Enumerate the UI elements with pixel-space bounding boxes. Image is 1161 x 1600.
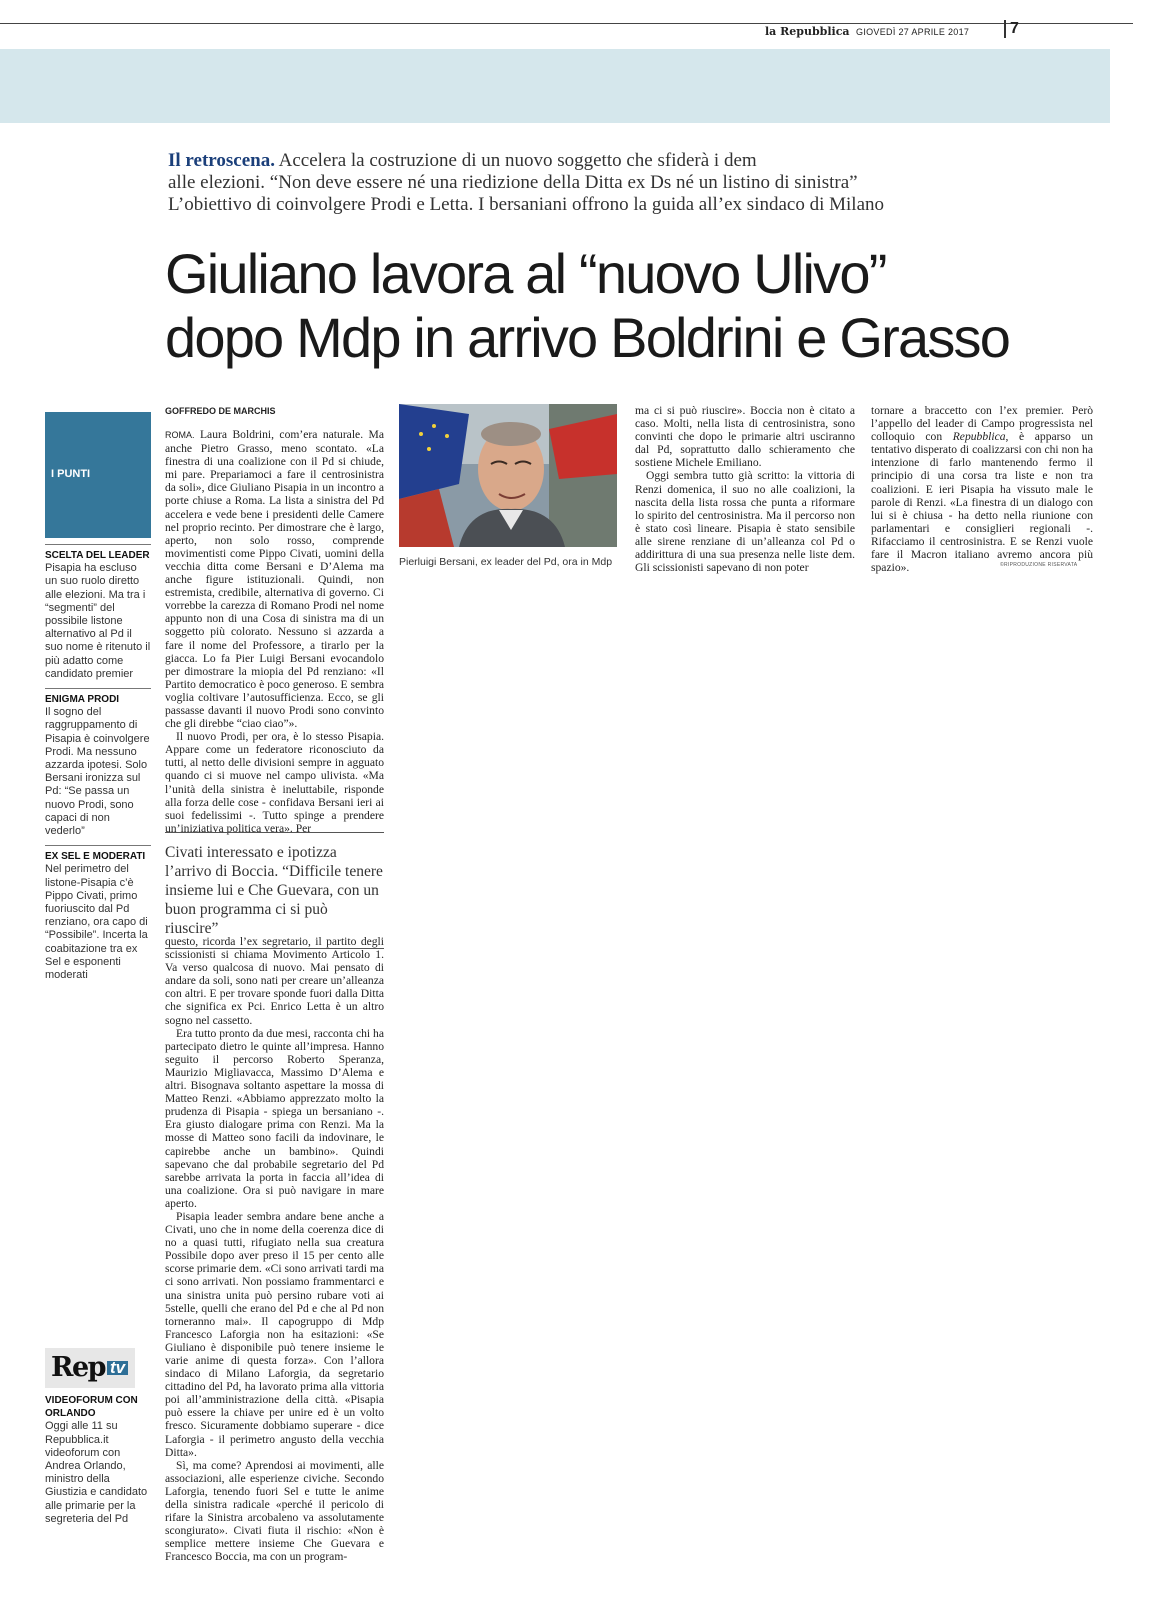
- dateline-city: ROMA.: [165, 430, 195, 440]
- point-2: [45, 688, 151, 838]
- paragraph: Il nuovo Prodi, per ora, è lo stesso Pisapia. Appare come un federatore riconosciuto da tutti, al netto delle divisioni sempre in agguato quando ci si muove nel campo ulivista. «Ma l’unità della sinistra è ineluttabile, risponde alla forza delle cose - confidava Bersani ieri ai suoi fedelissimi -. Tutto spinge a prendere un’iniziativa politica vera». Per: [165, 730, 384, 835]
- kicker-label: Il retroscena.: [168, 150, 275, 171]
- kicker-line-1: Il retroscena. Accelera la costruzione di un nuovo soggetto che sfiderà i dem: [168, 150, 757, 171]
- point-1: [45, 544, 151, 681]
- headline-line-1: Giuliano lavora al “nuovo Ulivo”: [165, 242, 886, 305]
- reptv-box: [45, 1348, 151, 1526]
- bersani-photo: [399, 404, 617, 547]
- paragraph: ma ci si può riuscire». Boccia non è citato a caso. Molti, nella lista di centrosinistra, sono convinti che dopo le primarie altri usciranno dal Pd, soprattutto dallo schieramento che sostiene Michele Emiliano.: [635, 404, 855, 470]
- reptv-title: VIDEOFORUM CON ORLANDO: [45, 1395, 138, 1420]
- point-text: Nel perimetro del listone-Pisapia c’è Pippo Civati, primo fuoriuscito dal Pd renziano, ora capo di “Possibile”. Incerta la coabitazione tra ex Sel e esponenti moderati: [45, 863, 148, 982]
- paragraph: Sì, ma come? Aprendosi ai movimenti, alle associazioni, alle esperienze civiche. Secondo Laforgia, tenendo fuori Sel e tutte le anime della sinistra radicale «perché il pericolo di rifare la Sinistra arcobaleno va assolutamente scongiurato». Civati fiuta il rischio: «Non è semplice mettere insieme Che Guevara e Francesco Boccia, ma con un program-: [165, 1458, 384, 1564]
- kicker: [168, 150, 1128, 216]
- article-column-2: [635, 404, 855, 574]
- masthead: [765, 25, 969, 38]
- reptv-text: Oggi alle 11 su Repubblica.it videoforum con Andrea Orlando, ministro della Giustizia e candidato alle primarie per la segreteria del Pd: [45, 1420, 148, 1525]
- point-title: EX SEL E MODERATI: [45, 851, 146, 863]
- photo-image: [399, 404, 617, 547]
- top-rule: [0, 23, 1133, 24]
- point-title: ENIGMA PRODI: [45, 694, 120, 706]
- paragraph: questo, ricorda l’ex segretario, il partito degli scissionisti si chiama Movimento Articolo 1. Va verso qualcosa di nuovo. Mai pensato di andare da soli, sono nati per creare un’alleanza con altri. E per trovare sponde fuori dalla Ditta che significa ex Pci. Enrico Letta è un altro sogno nel cassetto.: [165, 935, 384, 1027]
- page-number: 7: [1004, 20, 1019, 38]
- rep-logo-text: Rep: [51, 1352, 105, 1384]
- article-column-3: [871, 404, 1093, 574]
- kicker-line-2: alle elezioni. “Non deve essere né una riedizione della Ditta ex Ds né un listino di sinistra”: [168, 172, 858, 193]
- pull-quote: Civati interessato e ipotizza l’arrivo di Boccia. “Difficile tenere insieme lui e Che Guevara, con un buon programma ci si può riuscire”: [165, 832, 384, 949]
- photo-caption: Pierluigi Bersani, ex leader del Pd, ora in Mdp: [399, 556, 613, 568]
- repubblica-mention: Repubblica: [952, 430, 1006, 444]
- sidebar-label: I PUNTI: [45, 412, 151, 538]
- tv-logo-text: tv: [107, 1361, 128, 1374]
- point-3: [45, 845, 151, 982]
- byline: GOFFREDO DE MARCHIS: [165, 406, 276, 416]
- point-title: SCELTA DEL LEADER: [45, 550, 150, 561]
- paragraph: tornare a braccetto con l’ex premier. Però l’appello del leader di Campo progressista nel colloquio con Repubblica, è apparso un tentativo disperato di coalizzarsi con chi non ha intenzione di farlo mantenendo fermo il principio di una corsa tra liste e non tra coalizioni. E ieri Pisapia ha vissuto male le parole di Renzi. «La finestra di un dialogo con lui si è chiusa - ha detto nella riunione con parlamentari e consiglieri regionali -. Rifacciamo il centrosinistra. E se Renzi vuole fare il Macron italiano avremo ancora più spazio».: [871, 404, 1093, 575]
- reptv-logo[interactable]: [45, 1348, 135, 1388]
- article-column-1-bottom: [165, 935, 384, 1564]
- headline: [165, 242, 1125, 370]
- sidebar-points: [45, 412, 151, 982]
- point-text: Pisapia ha escluso un suo ruolo diretto alle elezioni. Ma tra i “segmenti” del possibile listone alternativo al Pd il suo nome è ritenuto il più adatto come candidato premier: [45, 562, 151, 680]
- header-band: [0, 49, 1110, 123]
- paragraph: ROMA. Laura Boldrini, com’era naturale. Ma anche Pietro Grasso, meno scontato. «La finestra di una coalizione con il Pd si chiude, mi pare. Prepariamoci a fare il centrosinistra da soli», dice Giuliano Pisapia in un incontro a porte chiuse a Roma. La lista a sinistra del Pd accelera e vede bene i presidenti delle Camere nel proprio recinto. Per dimostrare che è largo, aperto, non solo rosso, comprende movimentisti come Pippo Civati, uomini della vecchia ditta come Bersani e D’Alema ma anche figure istituzionali. Quindi, non estremista, credibile, alternativa di governo. Ci vorrebbe la carezza di Romano Prodi nel nome appunto non di una Cosa di sinistra ma di un soggetto più colorato. Nessuno si azzarda a fare il nome del Professore, a tirarlo per la giacca. Lo fa Pier Luigi Bersani evocandolo per dimostrare la miopia del Pd renziano: «Il Partito democratico è poco generoso. E sembra voglia coltivare l’autosufficienza. Ecco, se gli passasse davanti il nuovo Prodi sono convinto che gli direbbe “ciao ciao”».: [165, 428, 384, 731]
- copyright-note: ©RIPRODUZIONE RISERVATA: [1000, 562, 1078, 568]
- point-text: Il sogno del raggruppamento di Pisapia è coinvolgere Prodi. Ma nessuno azzarda ipotesi. Solo Bersani ironizza sul Pd: “Se passa un nuovo Prodi, sono capaci di non vederlo”: [45, 706, 150, 838]
- paragraph: Oggi sembra tutto già scritto: la vittoria di Renzi domenica, il suo no alle coalizioni, la nascita della lista rossa che punta a riformare lo spirito del centrosinistra. Ma il percorso non è stato così lineare. Pisapia è stato sensibile alle sirene renziane di un’alleanza col Pd o addirittura di una sua presenza nelle liste dem. Gli scissionisti sapevano di non poter: [635, 469, 855, 575]
- issue-date: GIOVEDÌ 27 APRILE 2017: [856, 27, 970, 37]
- paragraph: Pisapia leader sembra andare bene anche a Civati, uno che in nome della coerenza dice di no a quasi tutti, rifugiato nella sua creatura Possibile dopo aver preso il 15 per cento alle scorse primarie dem. «Ci sono arrivati tardi ma ci sono arrivati. Non possiamo frammentarci e una sinistra unita può persino rubare voti ai 5stelle, quelli che erano del Pd e che al Pd non torneranno mai». Il capogruppo di Mdp Francesco Laforgia non ha esitazioni: «Se Giuliano è disponibile può tenere insieme le varie anime di questa forza». Con l’allora sindaco di Milano Laforgia, da segretario cittadino del Pd, ha lavorato prima alla vittoria poi all’amministrazione della città. «Pisapia può essere la chiave per unire ed è un volto fresco. Sicuramente dobbiamo superare - dice Laforgia - il perimetro angusto della vecchia Ditta».: [165, 1209, 384, 1459]
- paragraph: Era tutto pronto da due mesi, racconta chi ha partecipato dietro le quinte all’impresa. Hanno seguito il percorso Roberto Speranza, Maurizio Migliavacca, Massimo D’Alema e altri. Bisognava soltanto aspettare la mossa di Matteo Renzi. «Abbiamo apprezzato molto la prudenza di Pisapia - spiega un bersaniano -. Era giusto dialogare prima con Renzi. Ma la mosse di Matteo sono facili da indovinare, le capirebbe anche un bambino». Quindi sapevano che dal probabile segretario del Pd sarebbe arrivata la porta in faccia all’idea di una coalizione. Ora si può navigare in mare aperto.: [165, 1026, 384, 1210]
- newspaper-name: la Repubblica: [765, 25, 850, 38]
- article-column-1-top: [165, 428, 384, 835]
- headline-line-2: dopo Mdp in arrivo Boldrini e Grasso: [165, 306, 1010, 369]
- kicker-line-3: L’obiettivo di coinvolgere Prodi e Letta. I bersaniani offrono la guida all’ex sindaco di Milano: [168, 194, 885, 215]
